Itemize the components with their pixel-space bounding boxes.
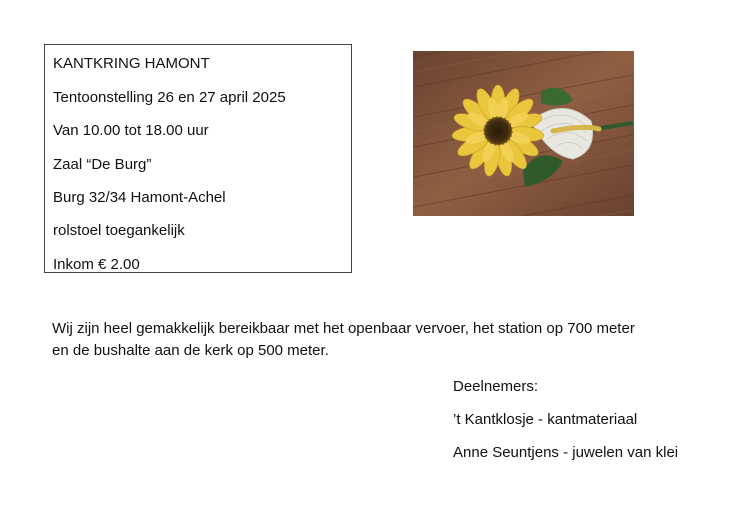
event-title: KANTKRING HAMONT (53, 55, 210, 72)
participants-heading: Deelnemers: (453, 378, 539, 395)
participant-item: Anne Seuntjens - juwelen van klei (453, 444, 679, 461)
transport-line-1: Wij zijn heel gemakkelijk bereikbaar met het openbaar vervoer, het station op 700 meter (52, 320, 635, 337)
transport-paragraph (52, 318, 712, 362)
transport-line-2: en de bushalte aan de kerk op 500 meter. (52, 342, 329, 359)
exhibition-dates: Tentoonstelling 26 en 27 april 2025 (53, 89, 286, 106)
accessibility-note: rolstoel toegankelijk (53, 222, 185, 239)
participant-item: ’t Kantklosje - kantmateriaal (453, 411, 638, 428)
entry-fee: Inkom € 2.00 (53, 256, 140, 273)
lace-sunflower-photo (413, 51, 634, 216)
venue-name: Zaal “De Burg” (53, 156, 152, 173)
venue-address: Burg 32/34 Hamont-Achel (53, 189, 226, 206)
event-info-box (44, 44, 352, 273)
opening-hours: Van 10.00 tot 18.00 uur (53, 122, 209, 139)
